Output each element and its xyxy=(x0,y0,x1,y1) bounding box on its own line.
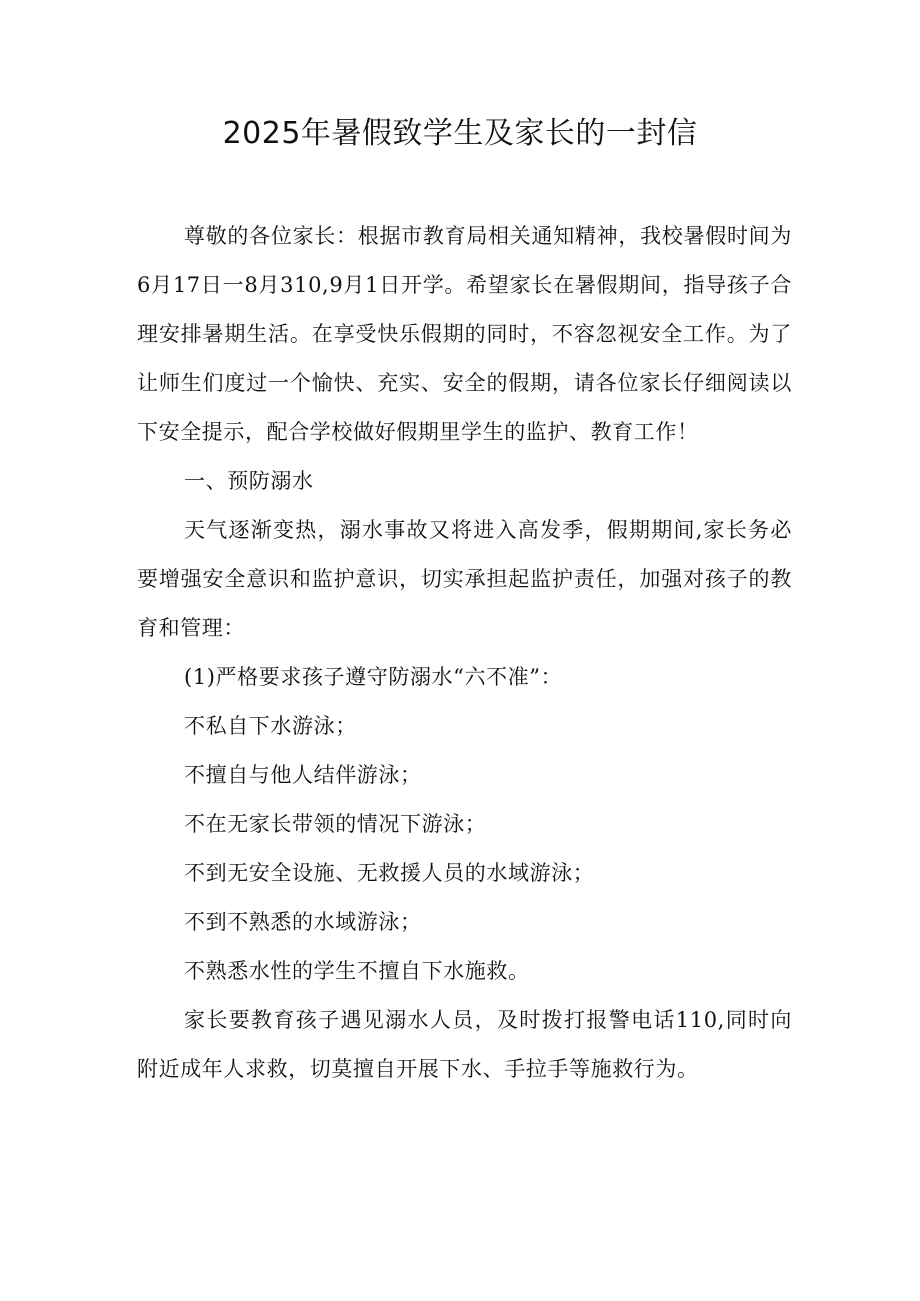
letter-body xyxy=(137,212,792,1094)
intro-paragraph: 尊敬的各位家长：根据市教育局相关通知精神，我校暑假时间为6月17日一8月310,9月1日开学。希望家长在暑假期间，指导孩子合理安排暑期生活。在享受快乐假期的同时，不容忽视安全工作。为了让师生们度过一个愉快、充实、安全的假期，请各位家长仔细阅读以下安全提示，配合学校做好假期里学生的监护、教育工作！ xyxy=(137,224,792,444)
rule-item: 不私自下水游泳； xyxy=(184,714,357,738)
rule-item: 不到无安全设施、无救援人员的水域游泳； xyxy=(184,861,595,885)
rule-item: 不到不熟悉的水域游泳； xyxy=(184,910,422,934)
six-rules-heading: (1)严格要求孩子遵守防溺水“六不准”： xyxy=(184,665,563,689)
rule-item: 不熟悉水性的学生不擅自下水施救。 xyxy=(184,959,530,983)
drowning-paragraph: 天气逐渐变热，溺水事故又将进入高发季，假期期间,家长务必要增强安全意识和监护意识，切实承担起监护责任，加强对孩子的教育和管理： xyxy=(137,518,792,640)
rule-item: 不擅自与他人结伴游泳； xyxy=(184,763,422,787)
rule-item: 不在无家长带领的情况下游泳； xyxy=(184,812,487,836)
rescue-advice-paragraph: 家长要教育孩子遇见溺水人员，及时拨打报警电话110,同时向附近成年人求救，切莫擅自开展下水、手拉手等施救行为。 xyxy=(137,1008,792,1081)
section-heading-drowning: 一、预防溺水 xyxy=(184,469,314,493)
document-title: 2025年暑假致学生及家长的一封信 xyxy=(222,116,698,151)
